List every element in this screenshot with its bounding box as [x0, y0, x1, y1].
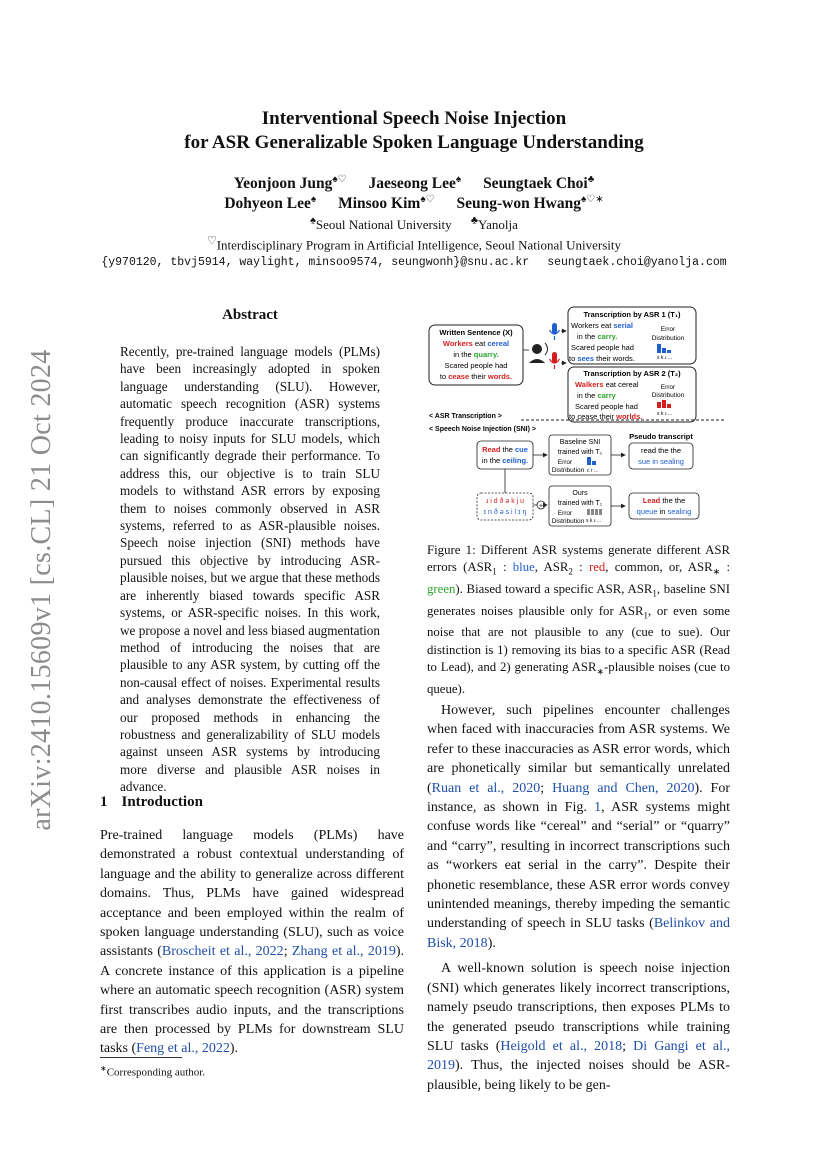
svg-text:Read the cue: Read the cue [482, 445, 528, 454]
svg-text:in the ceiling.: in the ceiling. [481, 456, 529, 465]
abstract-heading: Abstract [222, 307, 278, 323]
svg-text:ɪ n ð ə s i l ɪ ŋ: ɪ n ð ə s i l ɪ ŋ [483, 509, 527, 516]
svg-text:queue in sealing: queue in sealing [636, 507, 692, 516]
svg-text:Distribution: Distribution [651, 335, 685, 342]
speaker-icon [529, 343, 548, 363]
written-line-3: Scared people had [444, 361, 508, 370]
author: Minsoo Kim♠♡ [338, 194, 435, 213]
written-line-2: in the quarry. [453, 350, 499, 359]
figure-1-diagram [425, 305, 730, 530]
arxiv-stamp: arXiv:2410.15609v1 [cs.CL] 21 Oct 2024 [26, 349, 57, 831]
svg-text:s k ɹ ...: s k ɹ ... [657, 355, 672, 361]
footnote: ∗Corresponding author. [100, 1064, 206, 1079]
svg-text:Ours: Ours [572, 490, 588, 497]
author-row-2 [0, 194, 828, 213]
author: Seung-won Hwang♠♡∗ [456, 194, 604, 213]
svg-text:s k ɹ ...: s k ɹ ... [586, 518, 601, 524]
svg-text:Pseudo transcript: Pseudo transcript [629, 432, 693, 441]
svg-text:Scared people had: Scared people had [571, 343, 634, 352]
citation-link[interactable]: Heigold et al., 2018 [500, 1038, 623, 1054]
author: Seungtaek Choi♣ [483, 174, 595, 193]
author-row-1 [0, 174, 828, 193]
author-emails: {y970120, tbvj5914, waylight, minsoo9574, seungwonh}@snu.ac.kr seungtaek.choi@yanolja.com [101, 256, 727, 269]
svg-text:s k ɹ ...: s k ɹ ... [657, 411, 672, 417]
written-line-1: Workers eat cereal [442, 339, 510, 348]
svg-text:read the the: read the the [640, 446, 682, 455]
footnote-rule [100, 1057, 182, 1058]
written-line-4: to cease their words. [439, 372, 513, 381]
paragraph: However, such pipelines encounter challenges when faced with inaccuracies from ASR systems. We refer to these inaccuracies as ASR error words, which are phonetically similar but semantically unrelated (Ruan et al., 2020; Huang and Chen, 2020). For instance, as shown in Fig. 1, ASR systems might confuse words like “cereal” and “serial” or “quarry” and “carry”, resulting in incorrect transcriptions such as “workers eat serial in the carry”. Despite their phonetic resemblance, these ASR error words convey unintended meanings, thereby impeding the semantic understanding of speech in SLU tasks (Belinkov and Bisk, 2018). [427, 703, 730, 951]
svg-text:< Speech Noise Injection (SNI): < Speech Noise Injection (SNI) > [429, 426, 536, 433]
written-sentence-title: Written Sentence (X) [439, 328, 513, 337]
author: Yeonjoon Jung♠♡ [233, 174, 347, 193]
svg-text:Transcription by ASR 2 (T₂): Transcription by ASR 2 (T₂) [583, 369, 681, 378]
citation-link[interactable]: Ruan et al., 2020 [431, 780, 541, 796]
svg-text:in the carry: in the carry [577, 391, 616, 400]
svg-text:Workers eat serial: Workers eat serial [571, 321, 633, 330]
citation-link[interactable]: Di Gangi et al., 2019 [427, 1038, 730, 1074]
right-column-body [427, 701, 730, 1095]
author: Jaeseong Lee♠ [368, 174, 462, 193]
microphone-icon-red [550, 352, 560, 369]
svg-text:in the carry.: in the carry. [577, 332, 618, 341]
svg-text:< ASR Transcription >: < ASR Transcription > [429, 413, 502, 420]
author: Dohyeon Lee♠ [224, 194, 317, 213]
svg-text:Lead the the: Lead the the [642, 496, 686, 505]
svg-text:Baseline SNI: Baseline SNI [559, 439, 601, 446]
svg-text:Scared people had: Scared people had [575, 402, 638, 411]
svg-text:Error: Error [557, 459, 573, 466]
plus-icon: + [539, 502, 543, 510]
svg-text:Distribution: Distribution [651, 392, 685, 399]
abstract-body: Recently, pre-trained language models (PLMs) have been increasingly adopted in spoken language understanding (SLU). However, automatic speech recognition (ASR) systems frequently produce inaccurate transcriptions, leading to noisy inputs for SLU models, which can significantly degrade their performance. To address this, our objective is to train SLU models to withstand ASR errors by exposing them to noises commonly observed in ASR systems, referred to as ASR-plausible noises. Speech noise injection (SNI) methods have pursued this objective by introducing ASR-plausible noises, but we argue that these methods are inherently biased towards specific ASR systems, or ASR-specific noises. In this work, we propose a novel and less biased augmentation method of introducing the noises that are plausible to any ASR system, by cutting off the non-causal effect of noises. Experimental results and analyses demonstrate the effectiveness of our proposed methods in enhancing the robustness and generalizability of SLU models against unseen ASR systems by introducing more diverse and plausible ASR noises in advance. [120, 344, 380, 795]
svg-text:to sees their words.: to sees their words. [569, 354, 635, 363]
svg-text:Error: Error [557, 510, 573, 517]
citation-link[interactable]: Feng et al., 2022 [136, 1041, 230, 1057]
affiliation-row-2: ♡Interdisciplinary Program in Artificial Intelligence, Seoul National University [206, 235, 622, 253]
svg-text:Error: Error [660, 326, 676, 333]
microphone-icon-blue [550, 323, 560, 340]
svg-text:Distribution: Distribution [551, 467, 585, 474]
figure-1-caption: Figure 1: Different ASR systems generate different ASR errors ($ASR_1$ : blue, $ASR_2$ : red, common, or, $ASR_∗$ : green). Biased toward a specific ASR, $ASR_1$, baseline SNI generates noises plausible only for $ASR_1$, or even some noise that are not plausible to any (cue to sue). Our distinction is 1) removing its bias to a specific ASR (Read to Lead), and 2) generating $ASR_∗$-plausible noises (cue to queue). [427, 543, 730, 696]
svg-text:Walkers eat cereal: Walkers eat cereal [575, 380, 639, 389]
svg-text:Error: Error [660, 384, 676, 391]
paper-title: Interventional Speech Noise Injection for ASR Generalizable Spoken Language Understanding [184, 108, 644, 153]
svg-text:sue in sealing: sue in sealing [638, 457, 684, 466]
introduction-paragraph: Pre-trained language models (PLMs) have demonstrated a robust contextual understanding of language and the ability to generalize across different domains. Thus, PLMs have gained widespread acceptance and been employed within the realm of spoken language understanding (SLU), such as voice assistants (Broscheit et al., 2022; Zhang et al., 2019). A concrete instance of this application is a pipeline where an automatic speech recognition (ASR) system first transcribes audio inputs, and the transcriptions are then processed by PLMs for downstream SLU tasks (Feng et al., 2022). [100, 828, 404, 1057]
citation-link[interactable]: Zhang et al., 2019 [291, 944, 396, 960]
citation-link[interactable]: Broscheit et al., 2022 [161, 944, 284, 960]
svg-text:Transcription by ASR 1 (T₁): Transcription by ASR 1 (T₁) [583, 310, 681, 319]
svg-text:trained with T₁: trained with T₁ [557, 449, 603, 456]
citation-link[interactable]: Huang and Chen, 2020 [552, 780, 695, 796]
svg-text:ɹ i d ð ə k j u: ɹ i d ð ə k j u [485, 498, 525, 505]
citation-link[interactable]: Belinkov and Bisk, 2018 [427, 916, 730, 951]
paragraph: A well-known solution is speech noise injection (SNI) which generates likely incorrect transcriptions, namely pseudo transcriptions, then exposes PLMs to the generated pseudo transcriptions while training SLU tasks (Heigold et al., 2018; Di Gangi et al., 2019). Thus, the injected noises should be ASR-plausible, being likely to be gen- [427, 961, 730, 1093]
affiliation-row-1: ♠Seoul National University ♣Yanolja [310, 215, 518, 233]
section-heading-introduction: 1 Introduction [100, 794, 203, 810]
svg-text:trained with T₁: trained with T₁ [557, 500, 603, 507]
figure-ref-link[interactable]: 1 [594, 800, 602, 816]
svg-text:c r ...: c r ... [587, 468, 599, 474]
svg-text:Distribution: Distribution [551, 518, 585, 525]
svg-text:to cease their worlds.: to cease their worlds. [569, 412, 643, 421]
